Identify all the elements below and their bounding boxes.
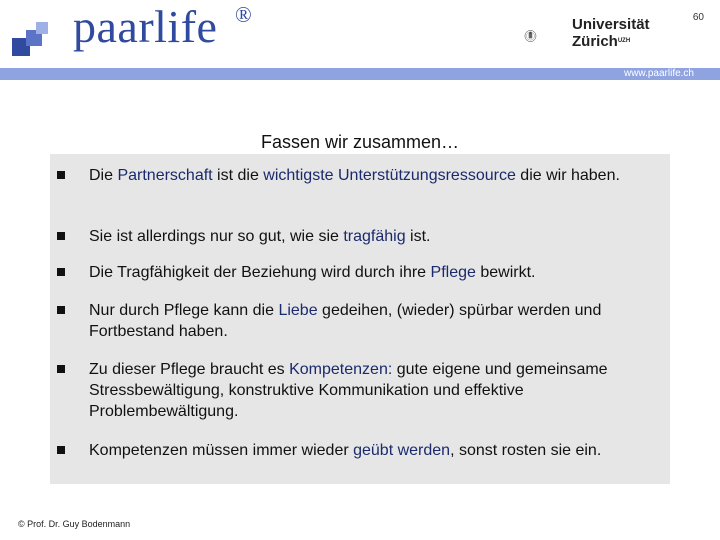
- bullet-icon: [57, 306, 65, 314]
- item-text: Zu dieser Pflege braucht es: [89, 361, 290, 378]
- item-text: gedeihen, (wieder) spürbar werden und Fortbestand haben.: [89, 302, 602, 340]
- website-url: www.paarlife.ch: [623, 68, 694, 79]
- header-band: [0, 68, 720, 80]
- bullet-icon: [57, 268, 65, 276]
- item-text: Die: [89, 167, 118, 184]
- item-highlight: Partnerschaft: [117, 167, 213, 184]
- item-highlight: tragfähig: [343, 228, 406, 245]
- item-text: bewirkt.: [475, 264, 536, 281]
- item-text: Sie ist allerdings nur so gut, wie sie: [89, 228, 344, 245]
- item-text: Kompetenzen müssen immer wieder: [89, 442, 354, 459]
- bullet-icon: [57, 171, 65, 179]
- university-name: [572, 16, 650, 50]
- item-highlight: Kompetenzen:: [289, 361, 393, 378]
- paarlife-logo-text: paarlife: [73, 1, 218, 52]
- item-text: ist die: [212, 167, 264, 184]
- item-highlight: Liebe: [278, 302, 318, 319]
- list-item: [89, 165, 674, 186]
- list-item: [89, 440, 674, 461]
- bullet-icon: [57, 446, 65, 454]
- item-text: Die Tragfähigkeit der Beziehung wird durch ihre: [89, 264, 431, 281]
- bullet-icon: [57, 232, 65, 240]
- item-highlight: Pflege: [430, 264, 476, 281]
- item-text: gute eigene und gemeinsame Stressbewältigung, konstruktive Kommunikation und effektive Problembewältigung.: [89, 361, 608, 420]
- paarlife-logo-icon: [12, 20, 52, 60]
- copyright-footer: © Prof. Dr. Guy Bodenmann: [18, 519, 131, 529]
- list-item: [89, 262, 674, 283]
- item-highlight: wichtigste Unterstützungsressource: [263, 167, 516, 184]
- item-text: die wir haben.: [515, 167, 620, 184]
- item-highlight: geübt werden: [353, 442, 451, 459]
- page-number: 60: [692, 12, 704, 23]
- item-text: Nur durch Pflege kann die: [89, 302, 279, 319]
- slide-title: Fassen wir zusammen…: [260, 132, 460, 152]
- bullet-icon: [57, 365, 65, 373]
- item-text: , sonst rosten sie ein.: [450, 442, 602, 459]
- list-item: [89, 359, 674, 422]
- university-line2: Zürich: [572, 33, 618, 50]
- item-text: ist.: [405, 228, 431, 245]
- registered-mark: ®: [235, 2, 252, 27]
- university-seal-icon: [524, 14, 568, 58]
- list-item: [89, 226, 674, 247]
- university-line1: Universität: [572, 16, 650, 33]
- list-item: [89, 300, 674, 342]
- university-sup: UZH: [617, 38, 631, 44]
